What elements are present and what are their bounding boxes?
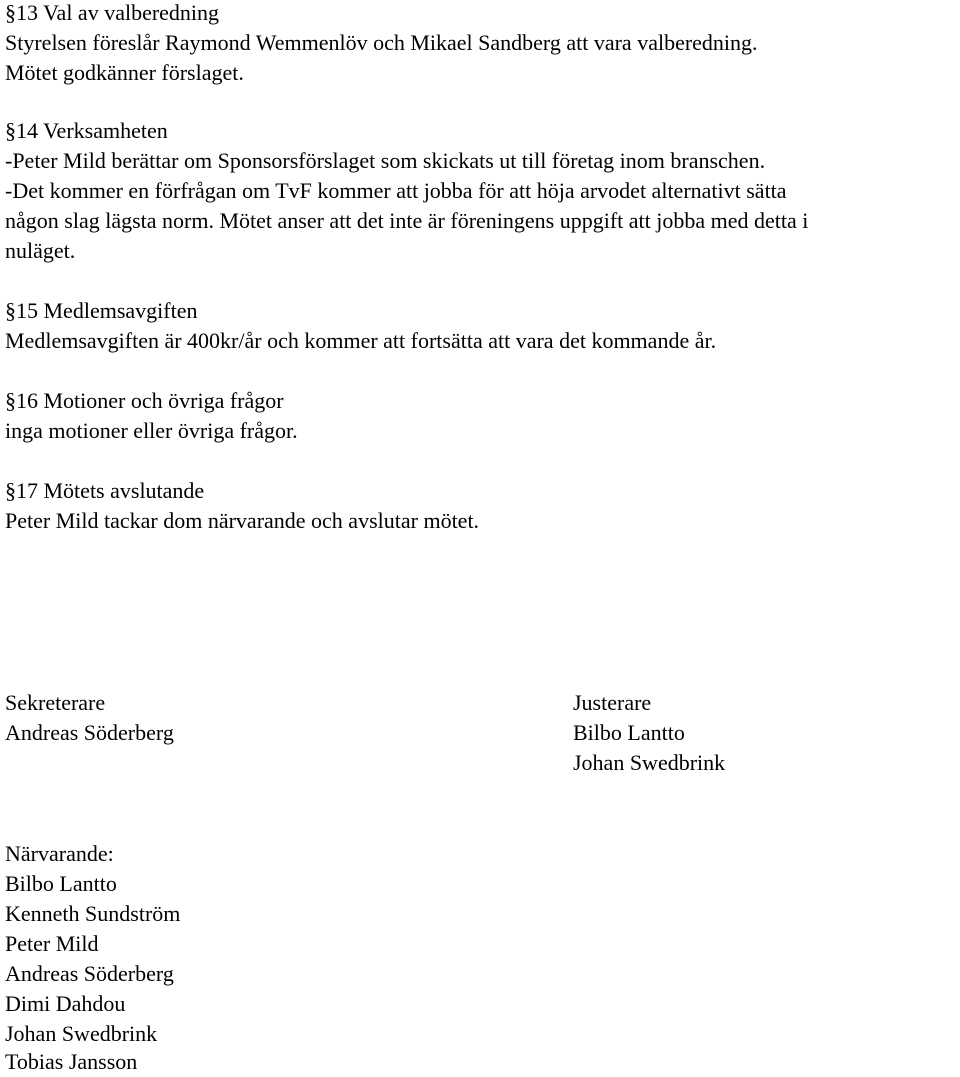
secretary-title: Sekreterare — [5, 690, 106, 715]
adjuster-name: Johan Swedbrink — [573, 750, 726, 775]
attendees-title: Närvarande: — [5, 841, 114, 866]
section-13-text-line: Styrelsen föreslår Raymond Wemmenlöv och Mikael Sandberg att vara valberedning. — [5, 30, 758, 55]
attendee-name: Johan Swedbrink — [5, 1021, 158, 1046]
section-14-text-line: -Peter Mild berättar om Sponsorsförslaget som skickats ut till företag inom branschen. — [5, 148, 766, 173]
section-16-text-line: inga motioner eller övriga frågor. — [5, 418, 298, 443]
section-17-text-line: Peter Mild tackar dom närvarande och avslutar mötet. — [5, 508, 480, 533]
section-13-text-line: Mötet godkänner förslaget. — [5, 60, 244, 85]
adjuster-name: Bilbo Lantto — [573, 720, 685, 745]
attendee-name: Peter Mild — [5, 931, 99, 956]
section-14-text-line: nuläget. — [5, 238, 76, 263]
attendee-name: Bilbo Lantto — [5, 871, 117, 896]
attendee-name: Kenneth Sundström — [5, 901, 181, 926]
section-14-heading: §14 Verksamheten — [5, 118, 168, 143]
section-14-text-line: någon slag lägsta norm. Mötet anser att det inte är föreningens uppgift att jobba med detta i — [5, 208, 809, 233]
section-17-heading: §17 Mötets avslutande — [5, 478, 205, 503]
attendee-name: Andreas Söderberg — [5, 961, 174, 986]
section-15-heading: §15 Medlemsavgiften — [5, 298, 198, 323]
attendee-name: Dimi Dahdou — [5, 991, 126, 1016]
section-14-text-line: -Det kommer en förfrågan om TvF kommer att jobba för att höja arvodet alternativt sätta — [5, 178, 787, 203]
section-13-heading: §13 Val av valberedning — [5, 0, 220, 25]
section-16-heading: §16 Motioner och övriga frågor — [5, 388, 284, 413]
secretary-name: Andreas Söderberg — [5, 720, 174, 745]
adjusters-title: Justerare — [573, 690, 652, 715]
attendee-name: Tobias Jansson — [5, 1049, 138, 1074]
section-15-text-line: Medlemsavgiften är 400kr/år och kommer att fortsätta att vara det kommande år. — [5, 328, 717, 353]
